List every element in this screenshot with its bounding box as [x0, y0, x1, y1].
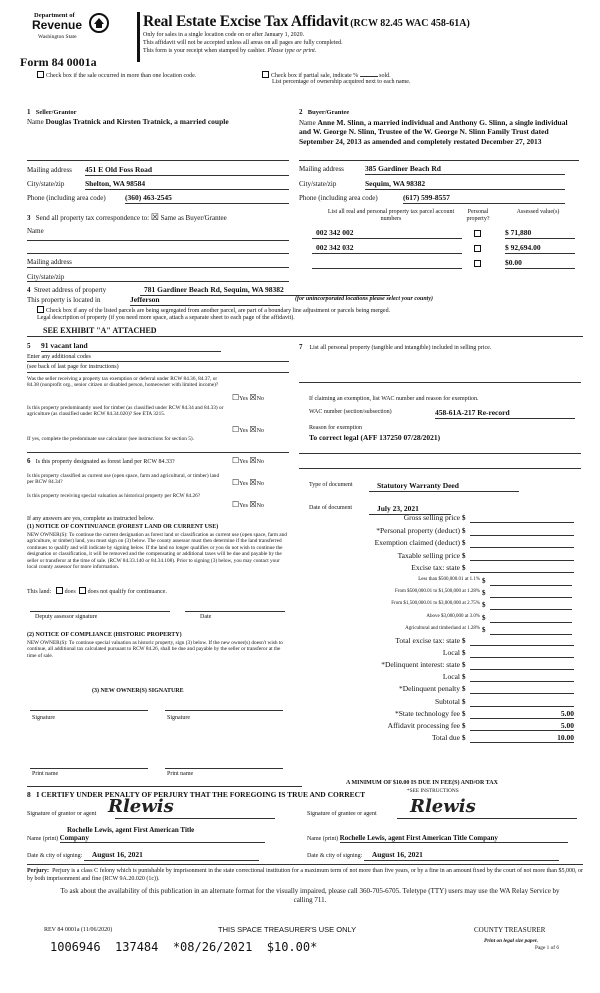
buyer-city-label: City/state/zip — [299, 180, 337, 188]
reason-line — [299, 453, 581, 454]
timber-yes-checkbox[interactable]: ☐ — [232, 425, 240, 434]
partial-sold-label: sold. — [379, 73, 391, 79]
assessed-value[interactable]: $0.00 — [505, 259, 575, 269]
grantee-name-label: Name (print) — [307, 836, 339, 842]
legal-paper-note: Print on legal size paper. — [484, 938, 539, 944]
multi-location-label: Check box if the sale occurred in more than one location code. — [46, 73, 197, 79]
dollar-sign: $ — [482, 625, 486, 634]
deputy-sig-line[interactable] — [30, 611, 170, 612]
dollar-sign: $ — [462, 733, 466, 742]
partial-sale-checkbox[interactable] — [262, 71, 269, 78]
historic-answer — [232, 500, 264, 510]
current-use-no-checkbox[interactable]: ☒ — [249, 478, 257, 487]
listed-parcels-row — [37, 306, 390, 315]
buyer-city-row — [299, 180, 579, 190]
forest-question: Is this property designated as forest land per RCW 84.33? — [35, 459, 175, 465]
dor-logo — [26, 12, 122, 48]
dollar-sign: $ — [462, 685, 466, 694]
reason-label: Reason for exemption — [309, 425, 362, 431]
historic-text: NEW OWNER(S): To continue special valuation as historic property, sign (3) below. If the new owner(s) doesn't wish to continue, all additional tax calculated pursuant to RCW 84.26, shall be due and payable by the seller or transferor at the time of sale. — [27, 640, 283, 659]
form-revision: REV 84 0001a (11/06/2020) — [44, 927, 113, 933]
buyer-mailing-label: Mailing address — [299, 165, 344, 173]
seller-mailing-row — [27, 166, 289, 176]
partial-percent-field[interactable] — [360, 76, 378, 77]
price-row — [310, 527, 582, 537]
agency-line3: Washington State — [38, 34, 77, 40]
dollar-sign: $ — [462, 526, 466, 535]
grantee-date[interactable]: August 16, 2021 — [364, 851, 559, 861]
accessibility-note: To ask about the availability of this publication in an alternate format for the visually impaired, please call 360-705-6705. Teletype (TTY) users may use the WA Relay Service by calling 711. — [60, 887, 560, 905]
dollar-sign: $ — [462, 709, 466, 718]
price-label: Gross selling price — [403, 513, 460, 522]
historic-heading: (2) NOTICE OF COMPLIANCE (HISTORIC PROPERTY) — [27, 632, 182, 638]
grantor-name-line1[interactable]: Rochelle Lewis, agent First American Title — [67, 826, 195, 834]
price-value[interactable] — [470, 673, 574, 682]
parcel-row — [312, 259, 582, 271]
header-note3-text: This form is your receipt when stamped by cashier. — [143, 48, 266, 54]
doc-type-row — [309, 482, 581, 492]
price-label: Exemption claimed (deduct) — [374, 538, 460, 548]
correspondence-city-label: City/state/zip — [27, 273, 65, 281]
seller-phone-label: Phone (including area code) — [27, 194, 106, 202]
buyer-mailing-row — [299, 165, 579, 175]
price-value[interactable] — [470, 685, 574, 694]
perjury-block — [27, 868, 583, 883]
timber-answer — [232, 425, 264, 435]
price-label: Affidavit processing fee — [387, 720, 460, 730]
section5-divider — [27, 452, 289, 453]
personal-property-checkbox[interactable] — [474, 230, 481, 237]
cert-heading: I CERTIFY UNDER PENALTY OF PERJURY THAT THE FOREGOING IS TRUE AND CORRECT — [36, 790, 366, 799]
street-address[interactable]: 781 Gardiner Beach Rd, Sequim, WA 98382 — [140, 286, 390, 296]
price-row — [310, 539, 582, 549]
deputy-sig-label: Deputy assessor signature — [35, 614, 98, 620]
current-use-answer — [232, 478, 264, 488]
forest-no-checkbox[interactable]: ☒ — [249, 456, 257, 465]
buyer-phone-row — [299, 194, 579, 204]
price-label: *Delinquent interest: state — [381, 660, 460, 670]
buyer-city[interactable]: Sequim, WA 98382 — [365, 180, 565, 190]
price-value[interactable] — [490, 614, 572, 623]
owner-sig-line-2[interactable] — [165, 710, 283, 711]
grantor-sig-label: Signature of grantor or agent — [27, 811, 97, 817]
dollar-sign: $ — [462, 661, 466, 670]
price-value[interactable] — [490, 589, 572, 598]
timber-no-label: No — [256, 428, 264, 434]
price-row — [310, 637, 582, 647]
agency-line1: Department of — [34, 12, 75, 19]
buyer-name[interactable]: Anne M. Slinn, a married individual and Anthony G. Slinn, a single individual and W. George N. Slinn, Trustee of the W. George N. Slinn Family Trust dated September 24, 2013 as amended and completely restated December 27, 2013 — [299, 118, 568, 146]
seller-phone-row — [27, 194, 289, 204]
price-value[interactable]: 5.00 — [470, 710, 574, 719]
partial-sale-label: Check box if partial sale, indicate % — [271, 73, 359, 79]
price-value[interactable] — [470, 564, 574, 573]
price-value[interactable]: 10.00 — [470, 734, 574, 743]
wac-label: WAC number (section/subsection) — [309, 409, 392, 415]
assessed-value[interactable]: $ 71,880 — [505, 229, 575, 239]
codes-divider — [27, 372, 289, 373]
historic-question: Is this property receiving special valuation as historical property per RCW 84.26? — [27, 493, 201, 499]
dollar-sign: $ — [462, 673, 466, 682]
dollar-sign: $ — [462, 539, 466, 548]
correspondence-name-label: Name — [27, 227, 44, 235]
wac-number[interactable]: 458-61A-217 Re-record — [435, 409, 575, 419]
personal-col-header: Personal property? — [466, 209, 490, 222]
historic-no-label: No — [256, 503, 264, 509]
deputy-date-label: Date — [200, 614, 212, 620]
parcel-row — [312, 229, 582, 241]
grantee-date-row — [307, 851, 559, 861]
located-label: This property is located in — [27, 296, 101, 304]
new-owner-sig-heading: (3) NEW OWNER(S) SIGNATURE — [92, 688, 184, 694]
legal-line — [27, 336, 583, 337]
buyer-name-row — [299, 118, 579, 146]
located-county[interactable]: Jefferson — [130, 296, 280, 306]
buyer-mailing[interactable]: 385 Gardiner Beach Rd — [365, 165, 565, 175]
correspondence-name-line2 — [27, 253, 289, 254]
grantor-sig-line[interactable] — [115, 818, 275, 819]
price-value[interactable] — [470, 539, 574, 548]
seller-city[interactable]: Shelton, WA 98584 — [85, 180, 289, 190]
buyer-num: 2 — [299, 108, 303, 116]
grantor-signature: Rlewis — [108, 796, 174, 817]
price-value[interactable] — [490, 626, 572, 635]
price-value[interactable] — [490, 601, 572, 610]
grantor-date[interactable]: August 16, 2021 — [84, 851, 259, 861]
seller-name-label: Name — [27, 118, 44, 126]
dollar-sign: $ — [462, 637, 466, 645]
assessed-value[interactable]: $ 92,694.00 — [505, 244, 575, 254]
seller-city-label: City/state/zip — [27, 180, 65, 188]
grantor-date-row — [27, 851, 259, 861]
price-label: Subtotal — [434, 696, 460, 706]
title-main: Real Estate Excise Tax Affidavit — [143, 13, 349, 30]
owner-print-label-1: Print name — [32, 771, 59, 777]
seller-heading-text: Seller/Grantor — [35, 109, 77, 116]
grantor-name-line2[interactable]: Company — [60, 834, 265, 843]
timber-no-checkbox[interactable]: ☒ — [249, 425, 257, 434]
owner-sig-label-1: Signature — [32, 715, 55, 721]
title-rcw: (RCW 82.45 WAC 458-61A) — [350, 18, 470, 29]
exemption-no-checkbox[interactable]: ☒ — [249, 393, 257, 402]
seller-city-row — [27, 180, 289, 190]
exemption-yes-checkbox[interactable]: ☐ — [232, 393, 240, 402]
price-label: Total due — [431, 732, 460, 742]
agency-line2: Revenue — [32, 18, 83, 32]
owner-print-line-1[interactable] — [30, 768, 148, 769]
price-value[interactable] — [470, 527, 574, 536]
price-label: Agricultural and timberland at 1.28% — [405, 625, 480, 631]
doc-date-label: Date of document — [309, 505, 352, 511]
dollar-sign: $ — [482, 613, 486, 622]
price-row — [310, 673, 582, 683]
exemption-no-label: No — [256, 396, 264, 402]
buyer-heading — [299, 108, 349, 116]
complete-note: If any answers are yes, complete as instructed below. — [27, 516, 155, 522]
treasurer-use: THIS SPACE TREASURER'S USE ONLY — [218, 925, 357, 934]
does-not-checkbox[interactable] — [79, 587, 86, 594]
price-label: Above $3,000,000 at 3.0% — [426, 613, 480, 619]
does-not-label: does not qualify for continuance. — [87, 589, 167, 595]
reason-line2 — [299, 468, 581, 469]
current-use-yes-checkbox[interactable]: ☐ — [232, 478, 240, 487]
forest-yes-checkbox[interactable]: ☐ — [232, 456, 240, 465]
seller-phone[interactable]: (360) 463-2545 — [125, 194, 289, 204]
price-label: Less than $500,000.01 at 1.1% — [418, 577, 480, 582]
price-value[interactable] — [470, 649, 574, 658]
current-use-yes-label: Yes — [239, 481, 248, 487]
legal-description-label: Legal description of property (if you need more space, attach a separate sheet to each page of the affidavit). — [37, 315, 295, 321]
correspondence-mailing-line[interactable] — [27, 267, 289, 268]
price-row — [310, 661, 582, 671]
perjury-text: Perjury is a class C felony which is punishable by imprisonment in the state correctional institution for a maximum term of not more than five years, or by a fine in an amount fixed by the court of not more than $5,000, or by both imprisonment and fine (RCW 9A.20.020 (1c)). — [27, 868, 583, 882]
current-use-no-label: No — [256, 481, 264, 487]
land-qualify-row — [27, 587, 167, 596]
price-value[interactable] — [470, 514, 574, 523]
correspondence-mailing-label: Mailing address — [27, 258, 72, 266]
current-use-question: Is this property classified as current use (open space, farm and agricultural, or timber) land per RCW 84.34? — [27, 473, 220, 486]
historic-yes-label: Yes — [239, 503, 248, 509]
see-instructions: *SEE INSTRUCTIONS — [407, 788, 459, 794]
price-label: *State technology fee — [395, 708, 460, 718]
historic-no-checkbox[interactable]: ☒ — [249, 500, 257, 509]
buyer-phone[interactable]: (617) 599-8557 — [403, 194, 565, 204]
header-note3-emph: Please type or print. — [267, 48, 317, 54]
price-value[interactable]: 5.00 — [470, 722, 574, 731]
price-row — [310, 552, 582, 562]
page-number: Page 1 of 6 — [535, 945, 559, 951]
personal-property-row — [299, 343, 581, 353]
header-note3 — [143, 48, 316, 55]
personal-property-line[interactable] — [299, 382, 581, 383]
doc-type[interactable]: Statutory Warranty Deed — [369, 482, 519, 492]
timber-question: Is this property predominantly used for timber (as classified under RCW 84.34 and 84.33) or agriculture (as classified under RCW 84.34.020)? See ETA 3215. — [27, 405, 224, 418]
forest-no-label: No — [256, 459, 264, 465]
price-value[interactable] — [490, 577, 572, 586]
price-label: From $500,000.01 to $1,500,000 at 1.28% — [395, 589, 480, 595]
county-treasurer: COUNTY TREASURER — [474, 926, 546, 934]
section5-num: 5 — [27, 342, 31, 350]
same-as-buyer-checkbox[interactable]: ☒ — [150, 212, 159, 222]
dollar-sign: $ — [462, 649, 466, 658]
price-label: *Personal property (deduct) — [376, 525, 460, 535]
segregated-checkbox[interactable] — [37, 306, 44, 313]
located-note: (for unincorporated locations please select your county) — [295, 296, 433, 302]
price-row — [310, 514, 582, 524]
form-number: Form 84 0001a — [20, 55, 97, 69]
multi-location-checkbox[interactable] — [37, 71, 44, 78]
price-row — [310, 722, 582, 732]
dollar-sign: $ — [482, 577, 486, 585]
dor-emblem-icon — [88, 12, 110, 34]
additional-codes-line[interactable] — [27, 361, 289, 362]
grantor-name-row — [27, 826, 297, 843]
parcel-col-header: List all real and personal property tax parcel account numbers — [327, 209, 455, 222]
receipt-stamp: 1006946 137484 *08/26/2021 $10.00* — [50, 940, 318, 954]
parcel-number[interactable]: 002 342 002 — [312, 229, 462, 239]
header-note2: This affidavit will not be accepted unless all areas on all pages are fully completed. — [143, 40, 343, 46]
correspondence-row — [27, 212, 227, 222]
historic-yes-checkbox[interactable]: ☐ — [232, 500, 240, 509]
seller-num: 1 — [27, 108, 31, 116]
street-label: Street address of property — [34, 286, 107, 294]
grantee-date-label: Date & city of signing: — [307, 853, 363, 859]
price-value[interactable] — [470, 552, 574, 561]
price-row — [310, 564, 582, 574]
price-row — [310, 614, 582, 624]
parcel-number[interactable] — [312, 259, 462, 269]
dollar-sign: $ — [482, 589, 486, 598]
price-value[interactable] — [470, 637, 574, 646]
multi-location-row — [37, 71, 196, 80]
calc-note: If yes, complete the predominate use calculator (see instructions for section 5). — [27, 436, 194, 442]
price-row — [310, 698, 582, 708]
partial-note: List percentage of ownership acquired next to each name. — [272, 79, 411, 85]
assessed-col-header: Assessed value(s) — [516, 209, 560, 215]
continuance-heading: (1) NOTICE OF CONTINUANCE (FOREST LAND OR CURRENT USE) — [27, 524, 219, 530]
buyer-name-label: Name — [299, 119, 316, 127]
forest-answer — [232, 456, 264, 466]
perjury-label: Perjury: — [27, 868, 49, 874]
parcel-number[interactable]: 002 342 032 — [312, 244, 462, 254]
cert-top-line — [27, 786, 302, 787]
deputy-date-line[interactable] — [185, 611, 285, 612]
buyer-phone-label: Phone (including area code) — [299, 194, 378, 202]
grantor-date-label: Date & city of signing: — [27, 853, 83, 859]
page-title — [143, 13, 470, 31]
use-code-row — [27, 342, 289, 352]
doc-date[interactable]: July 23, 2021 — [369, 505, 451, 515]
personal-property-checkbox[interactable] — [474, 260, 481, 267]
same-as-buyer-label: Same as Buyer/Grantee — [160, 214, 227, 222]
additional-codes-label: Enter any additional codes — [27, 354, 91, 360]
timber-yes-label: Yes — [239, 428, 248, 434]
grantee-name-row — [307, 834, 582, 843]
price-row — [310, 589, 582, 599]
owner-sig-label-2: Signature — [167, 715, 190, 721]
forest-yes-label: Yes — [239, 459, 248, 465]
correspondence-name-line — [27, 240, 289, 241]
price-label: Excise tax: state — [411, 563, 460, 573]
correspondence-label: Send all property tax correspondence to: — [35, 214, 150, 222]
price-label: Local — [442, 672, 460, 682]
buyer-heading-text: Buyer/Grantee — [307, 109, 350, 116]
price-value[interactable] — [470, 698, 574, 707]
price-row — [310, 734, 582, 744]
does-checkbox[interactable] — [56, 587, 63, 594]
price-label: From $1,500,000.01 to $3,000,000 at 2.75% — [391, 601, 480, 607]
personal-property-label: List all personal property (tangible and intangible) included in selling price. — [309, 345, 492, 351]
grantor-name-label: Name (print) — [27, 836, 59, 843]
seller-divider — [27, 160, 289, 161]
additional-codes-note: (see back of last page for instructions) — [27, 364, 119, 370]
cert-bottom-line — [27, 864, 583, 865]
property-num: 4 — [27, 286, 31, 294]
correspondence-num: 3 — [27, 214, 31, 222]
continuance-text: NEW OWNER(S): To continue the current designation as forest land or classification as current use (open space, farm and agriculture, or timber) land, you must sign on (3) below. The county assessor must then determine if the land transferred continues to qualify and will indicate by signing below. If the land no longer qualifies or you do not wish to continue the designation or classification, it will be removed and the compensating or additional taxes will be due and payable by the seller or transferor at the time of sale. (RCW 84.33.140 or 84.34.108). Prior to signing (3) below, you may contact your local county assessor for more information. — [27, 532, 287, 571]
exemption-wac-label: If claiming an exemption, list WAC number and reason for exemption. — [309, 396, 479, 402]
price-row — [310, 710, 582, 720]
grantee-sig-label: Signature of grantee or agent — [307, 811, 377, 817]
doc-type-label: Type of document — [309, 482, 353, 488]
seller-name-row — [27, 118, 289, 127]
price-row — [310, 649, 582, 659]
owner-sig-line-1[interactable] — [30, 710, 148, 711]
dollar-sign: $ — [462, 514, 466, 522]
seller-mailing[interactable]: 451 E Old Foss Road — [85, 166, 289, 176]
cert-heading-row — [27, 791, 365, 800]
seller-mailing-label: Mailing address — [27, 166, 72, 174]
buyer-divider — [299, 160, 579, 161]
seller-name[interactable]: Douglas Tratnick and Kirsten Tratnick, a married couple — [45, 117, 229, 126]
price-label: Local — [442, 648, 460, 658]
use-code[interactable]: 91 vacant land — [41, 342, 221, 352]
dollar-sign: $ — [482, 601, 486, 610]
price-value[interactable] — [470, 661, 574, 670]
price-row — [310, 577, 582, 587]
personal-property-checkbox[interactable] — [474, 245, 481, 252]
minimum-note: A MINIMUM OF $10.00 IS DUE IN FEE(S) AND/OR TAX — [346, 780, 498, 786]
section7-num: 7 — [299, 343, 303, 351]
seller-heading — [27, 108, 77, 116]
land-label: This land: — [27, 589, 52, 595]
grantee-signature: Rlewis — [410, 796, 476, 817]
street-row — [27, 286, 587, 296]
legal-description[interactable]: SEE EXHIBIT "A" ATTACHED — [43, 326, 157, 335]
dollar-sign: $ — [462, 564, 466, 573]
exemption-answer — [232, 393, 264, 403]
price-row — [310, 685, 582, 695]
located-row — [27, 296, 587, 306]
price-label: Taxable selling price — [397, 550, 460, 560]
grantee-sig-line[interactable] — [397, 818, 577, 819]
exemption-reason[interactable]: To correct legal (AFF 137250 07/28/2021) — [309, 433, 441, 442]
price-label: Total excise tax: state — [395, 636, 460, 645]
does-label: does — [64, 589, 76, 595]
price-row — [310, 626, 582, 636]
correspondence-city-line[interactable] — [27, 281, 289, 282]
grantee-name[interactable]: Rochelle Lewis, agent First American Title Company — [340, 834, 568, 843]
owner-print-line-2[interactable] — [165, 768, 283, 769]
wac-row — [309, 409, 581, 419]
dollar-sign: $ — [462, 697, 466, 706]
parcel-row — [312, 244, 582, 256]
segregated-label: Check box if any of the listed parcels are being segregated from another parcel, are part of a boundary line adjustment or parcels being merged. — [46, 308, 391, 314]
price-label: *Delinquent penalty — [398, 684, 460, 694]
section6-num: 6 — [27, 457, 31, 465]
header-note1: Only for sales in a single location code on or after January 1, 2020. — [143, 32, 305, 38]
dollar-sign: $ — [462, 551, 466, 560]
price-row — [310, 601, 582, 611]
cert-num: 8 — [27, 790, 31, 799]
owner-print-label-2: Print name — [167, 771, 194, 777]
exemption-yes-label: Yes — [239, 396, 248, 402]
dollar-sign: $ — [462, 721, 466, 730]
exemption-question: Was the seller receiving a property tax exemption or deferral under RCW 84.36, 84.37, or 84.38 (nonprofit org., senior citizen or disabled person, homeowner with limited income)? — [27, 376, 219, 389]
